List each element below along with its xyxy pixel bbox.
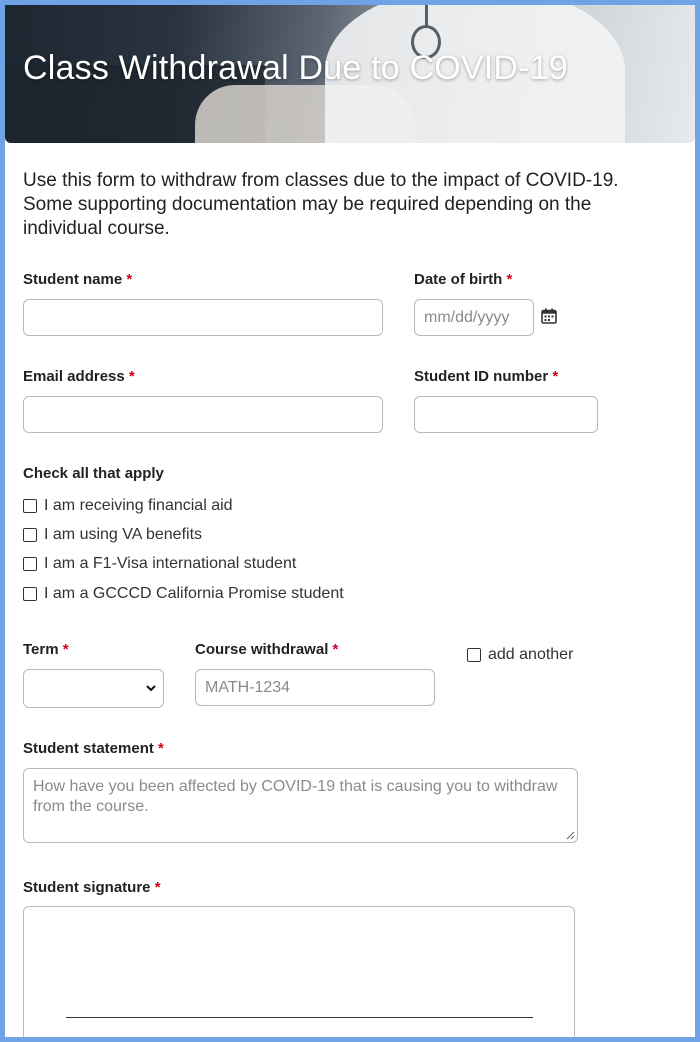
course-withdrawal-label [195,641,338,658]
date-of-birth-label [414,271,512,288]
email-label-text: Email address [23,368,125,385]
student-signature-label [23,879,161,896]
checkbox[interactable] [23,528,37,542]
course-withdrawal-input[interactable] [195,669,435,706]
checkbox[interactable] [23,557,37,571]
check-label: I am a GCCCD California Promise student [44,585,344,602]
required-marker: * [506,271,513,288]
required-marker: * [552,368,559,385]
banner-stethoscope-tube [425,5,428,27]
signature-pad[interactable] [23,906,575,1037]
check-california-promise[interactable] [23,583,344,605]
check-va-benefits[interactable] [23,524,202,546]
student-id-input[interactable] [414,396,598,433]
date-of-birth-input[interactable] [414,299,534,336]
resize-handle-icon[interactable] [566,831,575,840]
form-container [5,5,695,1037]
check-f1-visa[interactable] [23,553,296,575]
student-name-input[interactable] [23,299,383,336]
signature-line [66,1017,533,1018]
required-marker: * [126,271,133,288]
email-label [23,368,135,385]
student-signature-label-text: Student signature [23,879,151,896]
student-statement-label [23,740,164,757]
check-label: I am a F1-Visa international student [44,555,297,572]
check-label: I am using VA benefits [44,526,203,543]
date-placeholder: mm/dd/yyyy [424,308,510,326]
required-marker: * [158,740,164,757]
add-another-label: add another [488,646,574,663]
required-marker: * [62,641,69,658]
required-marker: * [128,368,135,385]
check-label: I am receiving financial aid [44,497,233,514]
add-another-option[interactable] [467,644,573,666]
date-of-birth-label-text: Date of birth [414,271,503,288]
student-id-label-text: Student ID number [414,368,549,385]
email-input[interactable] [23,396,383,433]
calendar-icon[interactable] [541,308,557,324]
student-name-label-text: Student name [23,271,123,288]
page-title: Class Withdrawal Due to COVID-19 [23,49,568,87]
student-id-label [414,368,558,385]
statement-placeholder: How have you been affected by COVID-19 that is causing you to withdraw from the course. [33,778,558,815]
required-marker: * [154,879,161,896]
form-intro: Use this form to withdraw from classes due to the impact of COVID-19. Some supporting documentation may be required depending on the individual course. [23,170,619,239]
term-label-text: Term [23,641,59,658]
checkbox[interactable] [467,648,481,662]
check-financial-aid[interactable] [23,495,233,517]
student-statement-label-text: Student statement [23,740,154,757]
student-name-label [23,271,132,288]
header-banner [5,5,695,143]
course-withdrawal-label-text: Course withdrawal [195,641,329,658]
checks-title: Check all that apply [23,465,164,482]
student-statement-textarea[interactable] [23,768,578,843]
required-marker: * [332,641,339,658]
checkbox[interactable] [23,587,37,601]
term-label [23,641,69,658]
checkbox[interactable] [23,499,37,513]
term-select[interactable] [23,669,164,708]
chevron-down-icon [145,682,157,694]
